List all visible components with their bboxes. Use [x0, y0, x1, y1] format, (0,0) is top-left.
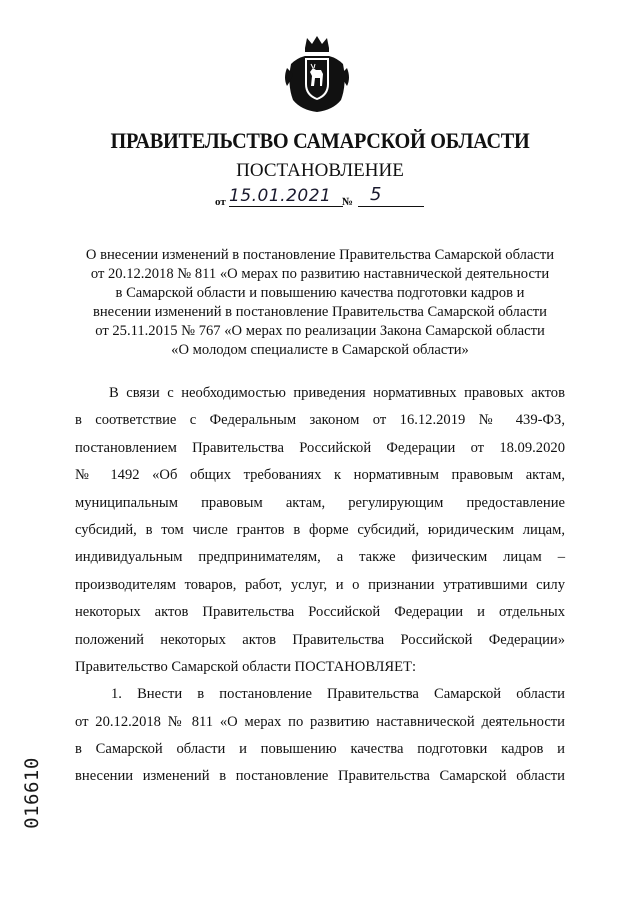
body-line: в Самарской области и повышению качества подготовки кадров и [75, 741, 565, 758]
body-line: № 1492 «Об общих требованиях к нормативным правовым актам, [75, 467, 565, 484]
body-line: постановлением Правительства Российской Федерации от 18.09.2020 [75, 439, 565, 456]
title-line: от 20.12.2018 № 811 «О мерах по развитию наставнической деятельности [90, 266, 550, 282]
body-line: муниципальным правовым актам, регулирующим предоставление [75, 494, 565, 511]
date-prefix: от [215, 196, 226, 208]
organization-title: ПРАВИТЕЛЬСТВО САМАРСКОЙ ОБЛАСТИ [110, 128, 530, 153]
samara-coat-of-arms-icon [283, 34, 351, 114]
body-line: Правительство Самарской области ПОСТАНОВЛЯЕТ: [75, 658, 417, 675]
handwritten-date: 15.01.2021 [229, 186, 332, 206]
number-prefix: № [342, 196, 354, 208]
document-body [75, 380, 565, 791]
body-line: В связи с необходимостью приведения нормативных правовых актов [109, 385, 565, 401]
document-type: ПОСТАНОВЛЕНИЕ [236, 160, 404, 181]
body-line: в соответствие с Федеральным законом от 16.12.2019 № 439-ФЗ, [75, 412, 565, 429]
resolution-title [70, 246, 570, 360]
date-underline [229, 206, 343, 207]
date-number-line [215, 186, 435, 210]
number-underline [358, 206, 424, 207]
body-line: 1. Внести в постановление Правительства Самарской области [111, 686, 565, 703]
body-line: от 20.12.2018 № 811 «О мерах по развитию наставнической деятельности [75, 713, 565, 730]
body-line: некоторых актов Правительства Российской Федерации и отдельных [75, 604, 565, 621]
title-line: О внесении изменений в постановление Правительства Самарской области [85, 247, 555, 263]
body-line: индивидуальным предпринимателям, а также физическим лицам – [75, 549, 565, 566]
title-line: внесении изменений в постановление Правительства Самарской области [92, 304, 547, 320]
title-line: от 25.11.2015 № 767 «О мерах по реализации Закона Самарской области [95, 323, 545, 339]
stamp-number: 016610 [21, 757, 43, 829]
registration-stamp [22, 752, 42, 832]
body-line: производителям товаров, работ, услуг, и о признании утратившими силу [75, 576, 565, 593]
handwritten-number: 5 [370, 184, 382, 205]
body-line: положений некоторых актов Правительства Российской Федерации» [75, 631, 565, 648]
body-line: внесении изменений в постановление Правительства Самарской области [75, 768, 565, 785]
title-line: в Самарской области и повышению качества подготовки кадров и [115, 285, 525, 301]
body-line: субсидий, в том числе грантов в форме субсидий, юридическим лицам, [75, 521, 565, 538]
title-line: «О молодом специалисте в Самарской области» [171, 342, 469, 358]
